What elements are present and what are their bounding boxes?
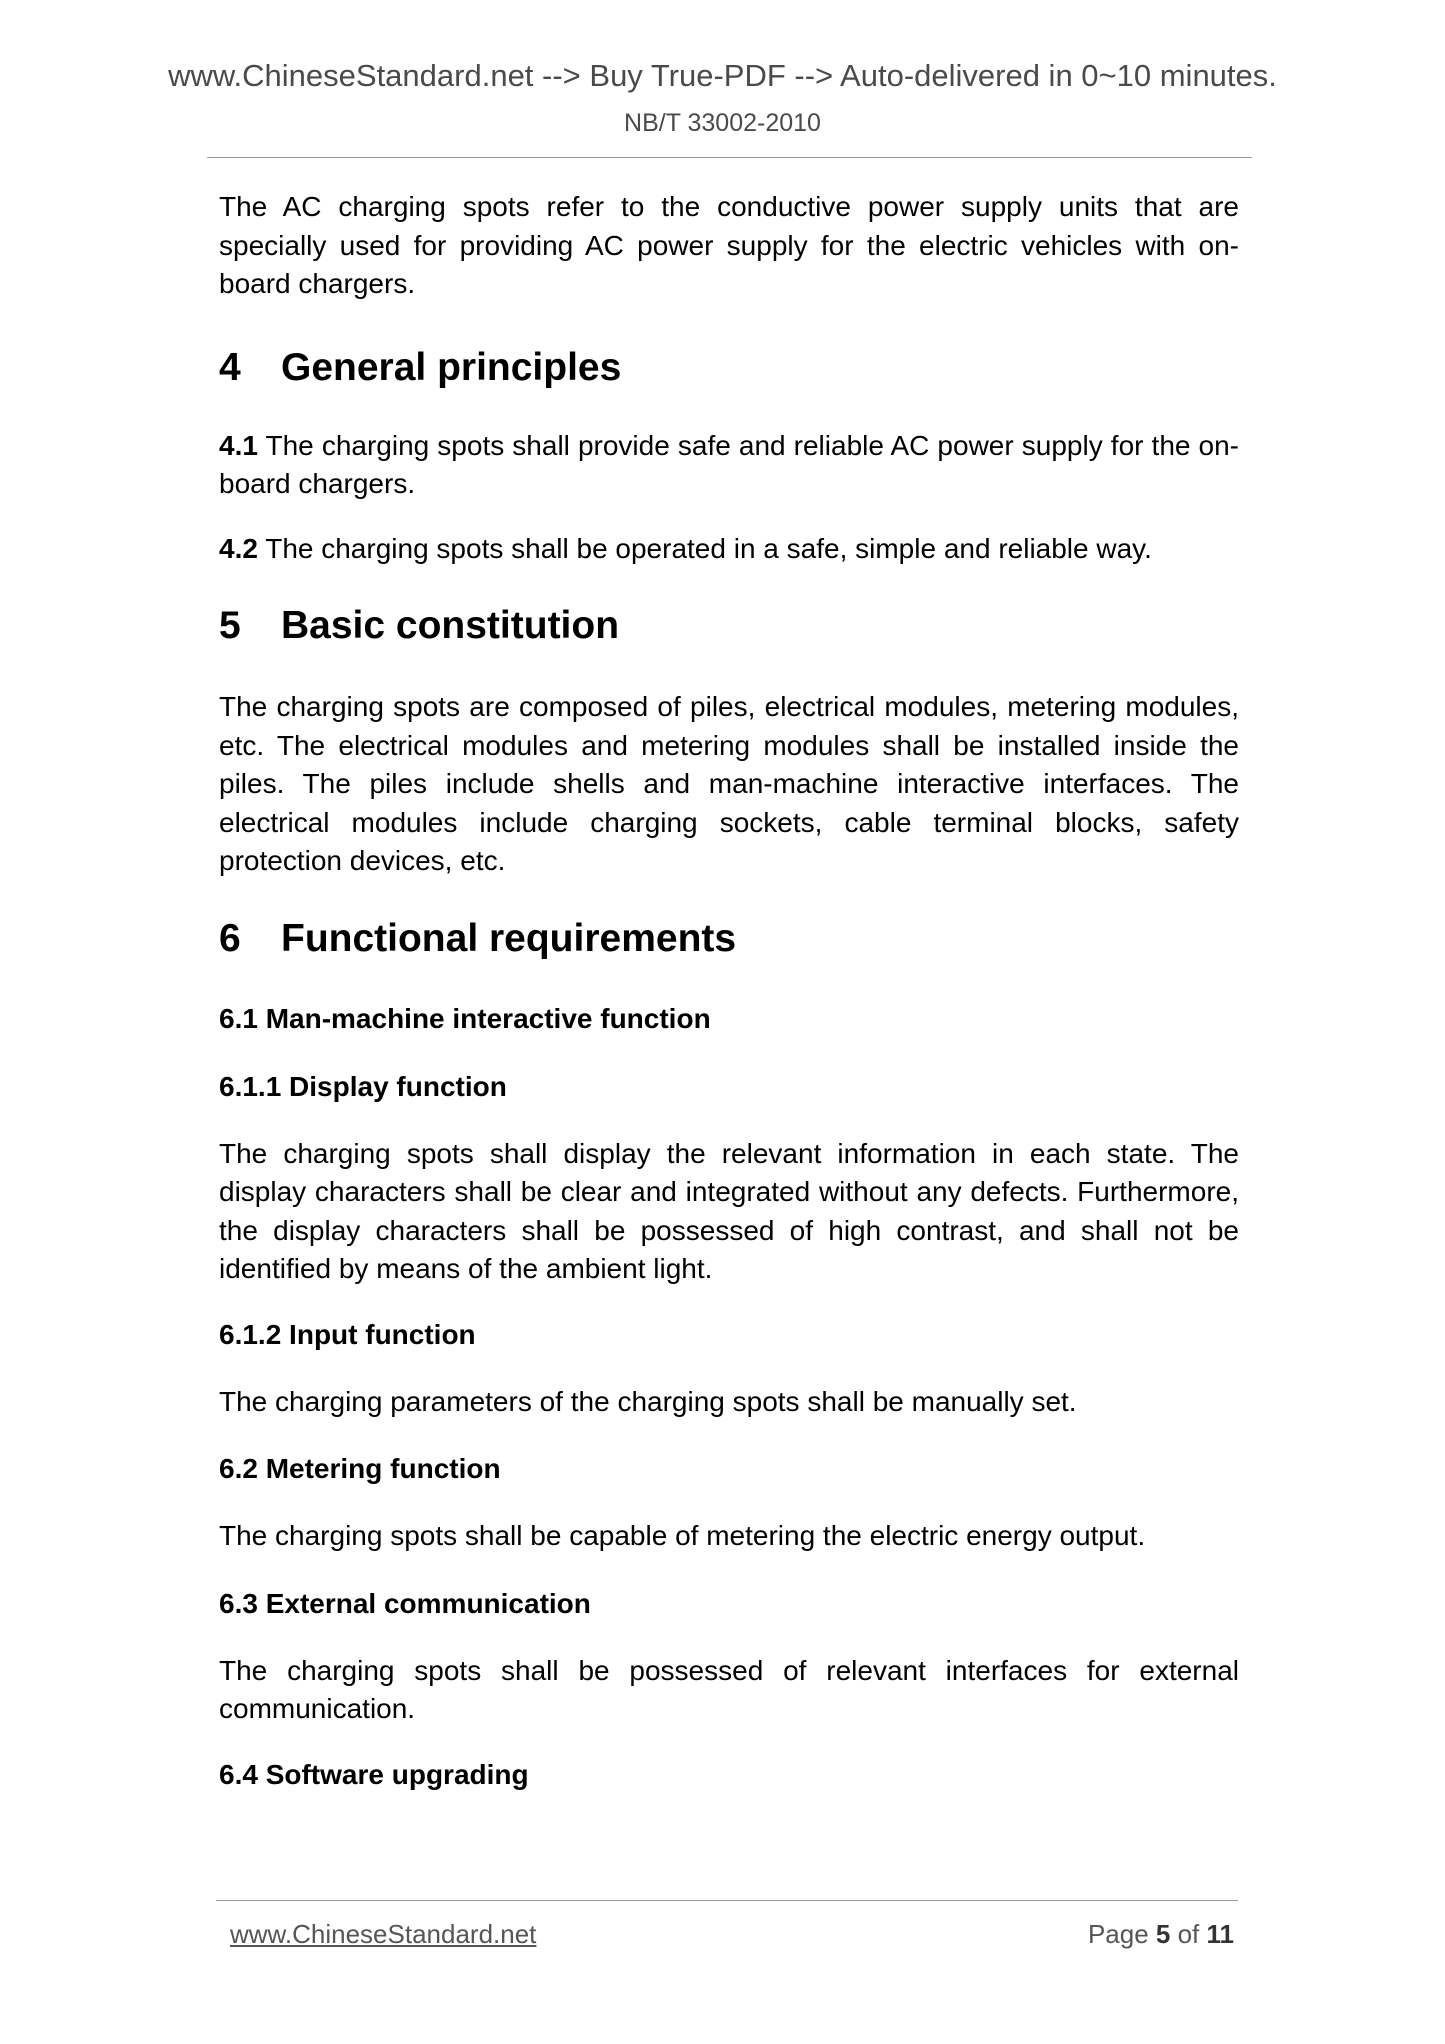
footer-site-link[interactable]: www.ChineseStandard.net — [230, 1919, 537, 1949]
header-divider — [207, 157, 1252, 158]
clause-number: 4.2 — [219, 532, 258, 564]
paragraph-6-1-1: The charging spots shall display the relevant information in each state. The display characters shall be clear and integrated without any defects. Furthermore, the display characters shall be possessed of high contrast, and shall not be identified by means of the ambient light. — [219, 1137, 1239, 1284]
section-title: Basic constitution — [281, 604, 620, 647]
clause-4-2 — [219, 530, 1239, 569]
heading-6-4: 6.4 Software upgrading — [219, 1758, 529, 1790]
clause-text: The charging spots shall provide safe and reliable AC power supply for the on-board chargers. — [219, 429, 1239, 499]
section-6-heading — [219, 915, 1239, 963]
heading-6-1-1: 6.1.1 Display function — [219, 1070, 507, 1102]
page-of-label: of — [1170, 1919, 1207, 1949]
section-4-heading — [219, 344, 1239, 392]
heading-6-1: 6.1 Man-machine interactive function — [219, 1002, 711, 1034]
page-label: Page — [1087, 1919, 1156, 1949]
paragraph-6-1-2: The charging parameters of the charging spots shall be manually set. — [219, 1385, 1077, 1417]
section-title: General principles — [281, 345, 622, 389]
page-indicator — [1088, 1917, 1234, 1951]
section-title: Functional requirements — [281, 916, 737, 960]
section-5-heading — [219, 602, 1239, 650]
page-total: 11 — [1206, 1919, 1234, 1949]
paragraph-6-3: The charging spots shall be possessed of relevant interfaces for external communication. — [219, 1654, 1239, 1724]
standard-code: NB/T 33002-2010 — [624, 109, 821, 137]
heading-6-2: 6.2 Metering function — [219, 1453, 501, 1484]
page-current: 5 — [1155, 1919, 1171, 1949]
clause-number: 4.1 — [219, 429, 258, 461]
clause-text: The charging spots shall be operated in a safe, simple and reliable way. — [257, 532, 1152, 564]
clause-4-1 — [219, 427, 1239, 504]
paragraph-6-2: The charging spots shall be capable of metering the electric energy output. — [219, 1520, 1146, 1551]
heading-6-3: 6.3 External communication — [219, 1587, 591, 1619]
document-body — [219, 188, 1239, 1793]
heading-6-1-2: 6.1.2 Input function — [219, 1318, 476, 1350]
header-banner: www.ChineseStandard.net --> Buy True-PDF --> Auto-delivered in 0~10 minutes. — [168, 58, 1277, 93]
section-number: 5 — [219, 604, 241, 647]
section-number: 6 — [219, 916, 241, 960]
section-5-paragraph: The charging spots are composed of piles, electrical modules, metering modules, etc. The electrical modules and metering modules shall be installed inside the piles. The piles include shells and man-machine interactive interfaces. The electrical modules include charging sockets, cable terminal blocks, safety protection devices, etc. — [219, 691, 1239, 876]
footer-divider — [216, 1900, 1238, 1901]
section-number: 4 — [219, 345, 241, 389]
intro-paragraph: The AC charging spots refer to the conductive power supply units that are specially used for providing AC power supply for the electric vehicles with on-board chargers. — [219, 191, 1239, 299]
